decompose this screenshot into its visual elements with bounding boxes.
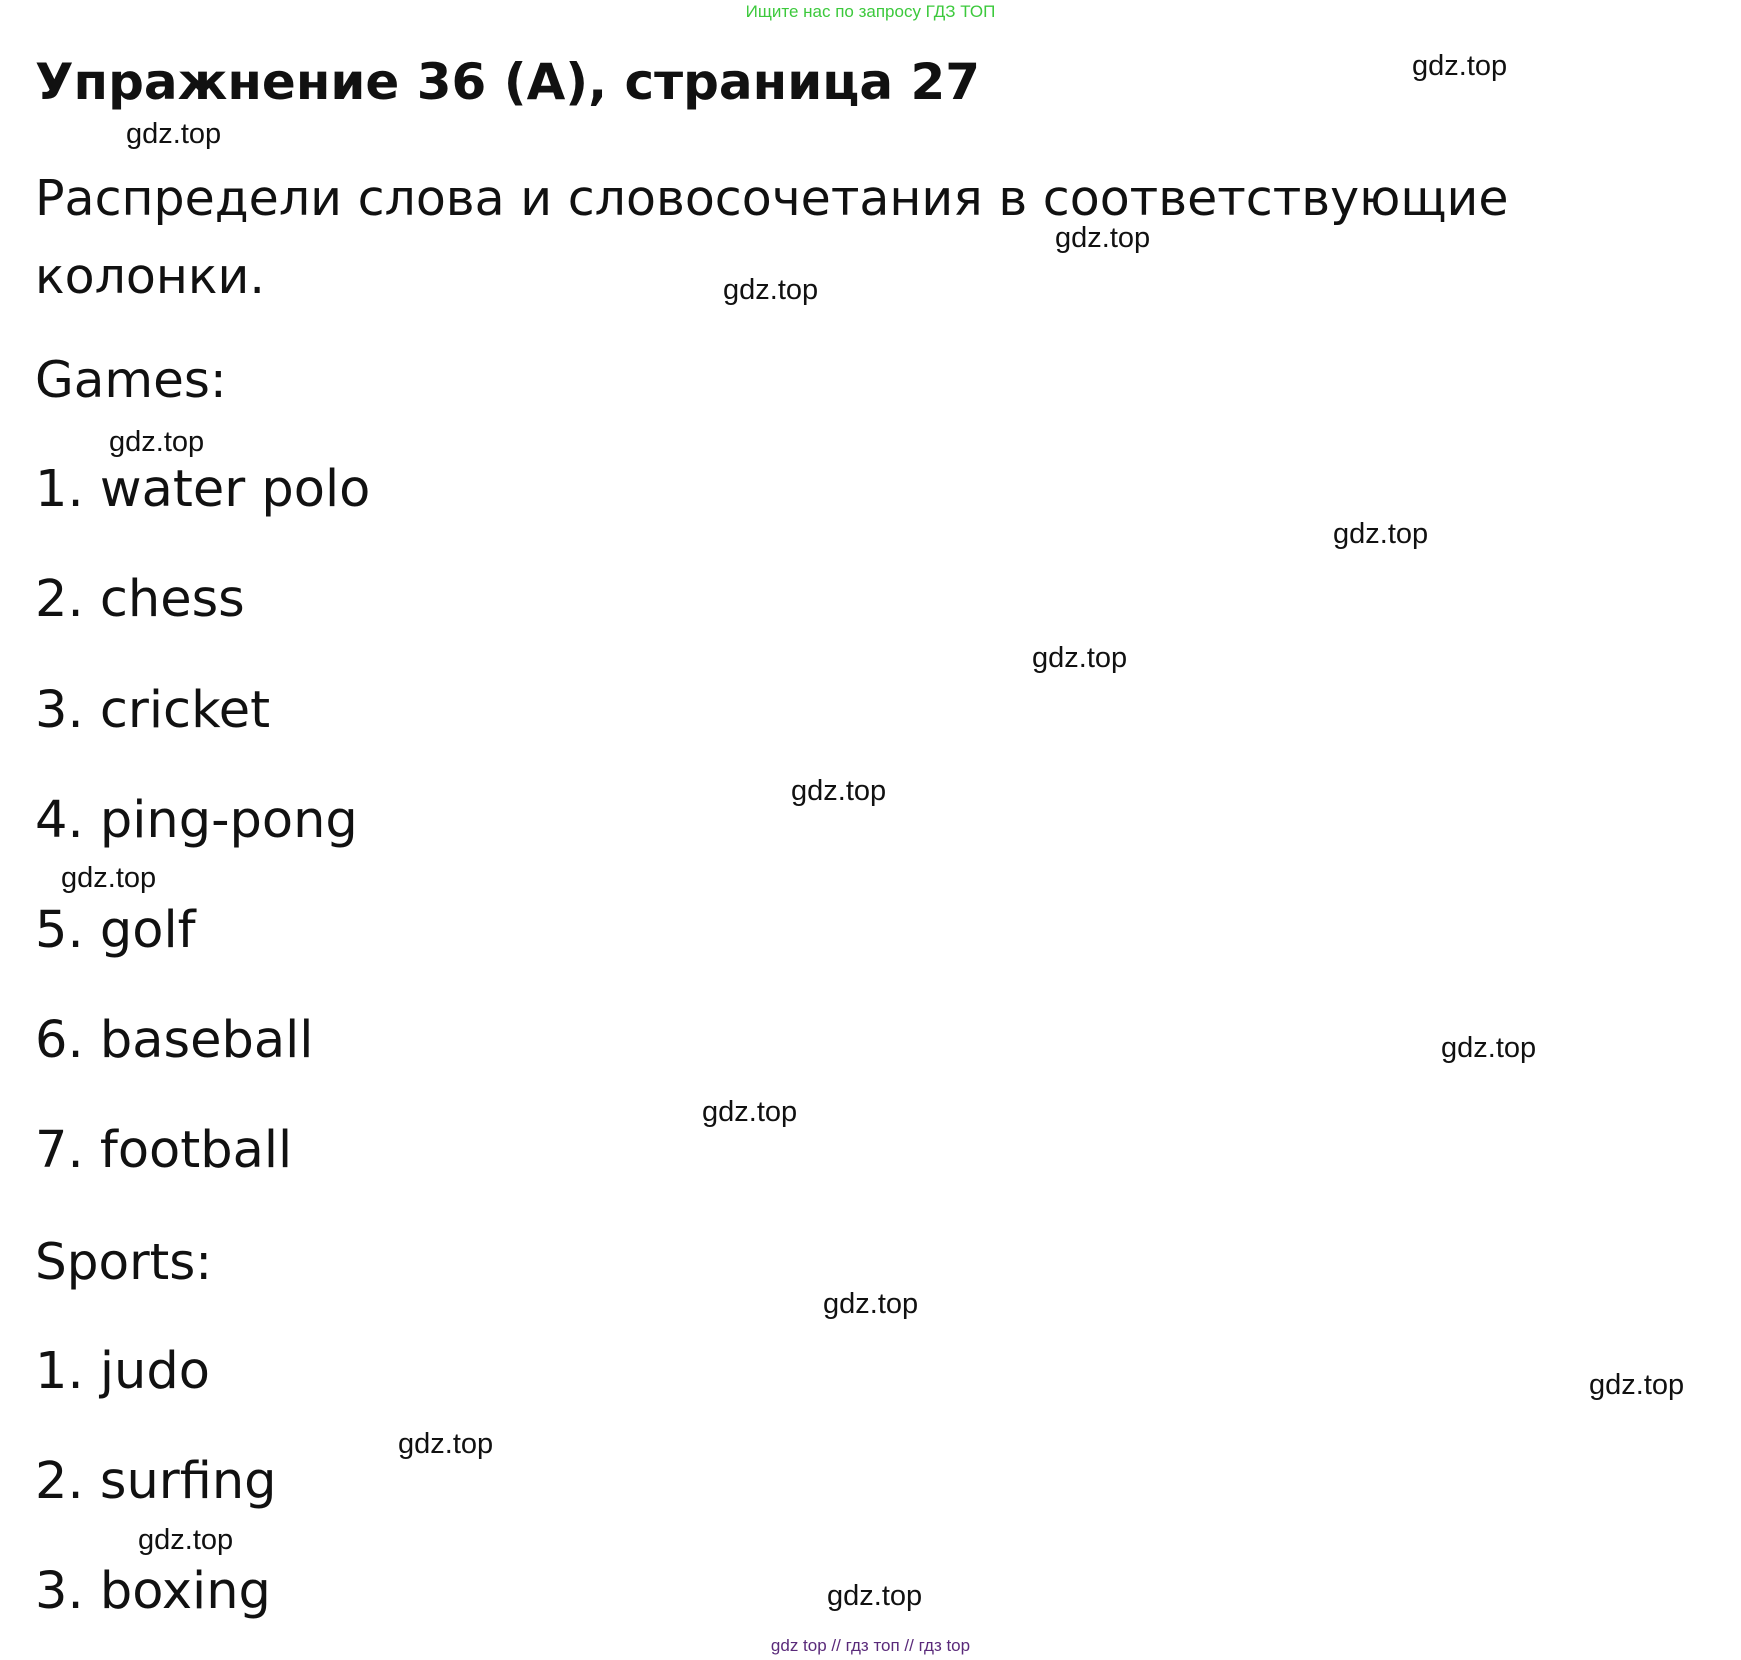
games-item: 4. ping-pong	[35, 791, 358, 850]
watermark: gdz.top	[398, 1428, 494, 1460]
exercise-instruction: Распредели слова и словосочетания в соответствующие колонки.	[35, 170, 1509, 305]
watermark: gdz.top	[1441, 1032, 1537, 1064]
top-banner: Ищите нас по запросу ГДЗ ТОП	[745, 2, 996, 21]
games-item: 6. baseball	[35, 1011, 314, 1070]
page-title: Упражнение 36 (А), страница 27	[35, 53, 981, 111]
watermark: gdz.top	[823, 1288, 919, 1320]
watermark: gdz.top	[1333, 518, 1429, 550]
watermark: gdz.top	[138, 1524, 234, 1556]
watermark: gdz.top	[723, 274, 819, 306]
watermark: gdz.top	[1412, 50, 1508, 82]
watermark: gdz.top	[702, 1096, 798, 1128]
watermark: gdz.top	[126, 118, 222, 150]
games-item: 2. chess	[35, 570, 245, 629]
watermark: gdz.top	[791, 775, 887, 807]
watermark: gdz.top	[1055, 222, 1151, 254]
games-item: 5. golf	[35, 901, 196, 960]
games-item: 7. football	[35, 1121, 293, 1180]
games-item: 3. cricket	[35, 681, 271, 740]
watermark: gdz.top	[61, 862, 157, 894]
games-heading: Games:	[35, 351, 227, 409]
sports-item: 2. surfing	[35, 1452, 277, 1511]
watermark: gdz.top	[109, 426, 205, 458]
sports-item: 3. boxing	[35, 1562, 271, 1621]
sports-heading: Sports:	[35, 1233, 213, 1291]
games-item: 1. water polo	[35, 460, 371, 519]
watermark: gdz.top	[1589, 1369, 1685, 1401]
footer-watermark: gdz top // гдз топ // гдз top	[770, 1636, 971, 1655]
sports-item: 1. judo	[35, 1342, 210, 1401]
watermark: gdz.top	[1032, 642, 1128, 674]
watermark: gdz.top	[827, 1580, 923, 1612]
